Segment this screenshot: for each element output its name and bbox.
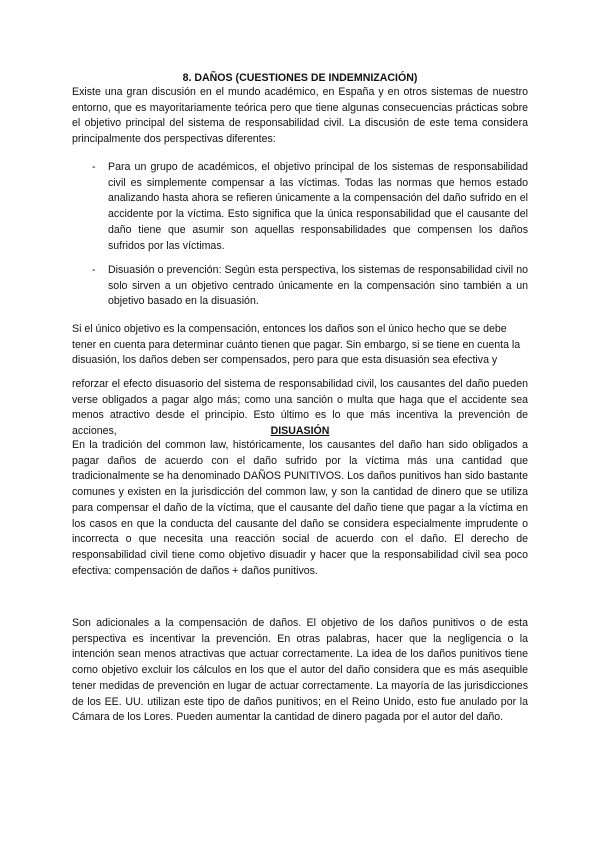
bullet-compensation: Para un grupo de académicos, el objetivo principal de los sistemas de responsabilidad civil es simplemente compensar a las víctimas. Todas las normas que hemos estado analizando hasta ahora se refieren únicamente a la compensación del daño sufrido en el accidente por la víctima. Esto significa que la única responsabilidad que el causante del daño tiene que asumir son aquellas responsabilidades que compensen los daños sufridos por las víctimas. [108, 161, 528, 252]
subheading-disuasion: DISUASIÓN [270, 425, 330, 437]
compensation-paragraph: Si el único objetivo es la compensación, entonces los daños son el único hecho que se debe tener en cuenta para determinar cuánto tienen que pagar. Sin embargo, si se tiene en cuenta la disuasión, los daños deben ser compensados, pero para que esta disuasión sea efectiva y [72, 323, 521, 367]
common-law-paragraph: En la tradición del common law, históricamente, los causantes del daño han sido obligados a pagar daños de acuerdo con el daño sufrido por la víctima más una cantidad que tradicionalmente se ha denominado DAÑOS PUNITIVOS. Los daños punitivos han sido bastante comunes y existen en la jurisdicción del common law, y son la cantidad de dinero que se utiliza para compensar el daño de la víctima, que el causante del daño tiene que pagar a la víctima en los casos en que la conducta del causante del daño se considera especialmente imprudente o incorrecta o que necesita una reacción social de acuerdo con el daño. El derecho de responsabilidad civil tiene como objetivo disuadir y hacer que la responsabilidad civil sea poco efectiva: compensación de daños + daños punitivos. [72, 439, 528, 577]
bullet-deterrence: Disuasión o prevención: Según esta perspectiva, los sistemas de responsabilidad civil no solo sirven a un objetivo centrado únicamente en la compensación sino también a un objetivo basado en la disuasión. [108, 264, 528, 308]
reinforce-paragraph: reforzar el efecto disuasorio del sistema de responsabilidad civil, los causantes del daño pueden verse obligados a pagar algo más; como una sanción o multa que haga que el accidente sea menos atractivo desde el principio. Esto último es lo que más incentiva la prevención de acciones, [72, 378, 528, 438]
bullet-marker-2: - [92, 264, 96, 276]
additional-paragraph: Son adicionales a la compensación de daños. El objetivo de los daños punitivos o de esta perspectiva es incentivar la prevención. En otras palabras, hacer que la negligencia o la intención sean menos atractivas que actuar correctamente. La idea de los daños punitivos tiene como objetivo excluir los cálculos en los que el autor del daño considera que es más asequible tener medidas de prevención en lugar de actuar correctamente. La mayoría de las jurisdicciones de los EE. UU. utilizan este tipo de daños punitivos; en el Reino Unido, esto fue anulado por la Cámara de los Lores. Pueden aumentar la cantidad de dinero pagada por el autor del daño. [72, 617, 528, 724]
bullet-marker-1: - [92, 161, 96, 173]
intro-paragraph: Existe una gran discusión en el mundo académico, en España y en otros sistemas de nuestro entorno, que es mayoritariamente teórica pero que tiene algunas consecuencias prácticas sobre el objetivo principal del sistema de responsabilidad civil. La discusión de este tema considera principalmente dos perspectivas diferentes: [72, 86, 528, 146]
section-title: 8. DAÑOS (CUESTIONES DE INDEMNIZACIÓN) [182, 72, 418, 84]
